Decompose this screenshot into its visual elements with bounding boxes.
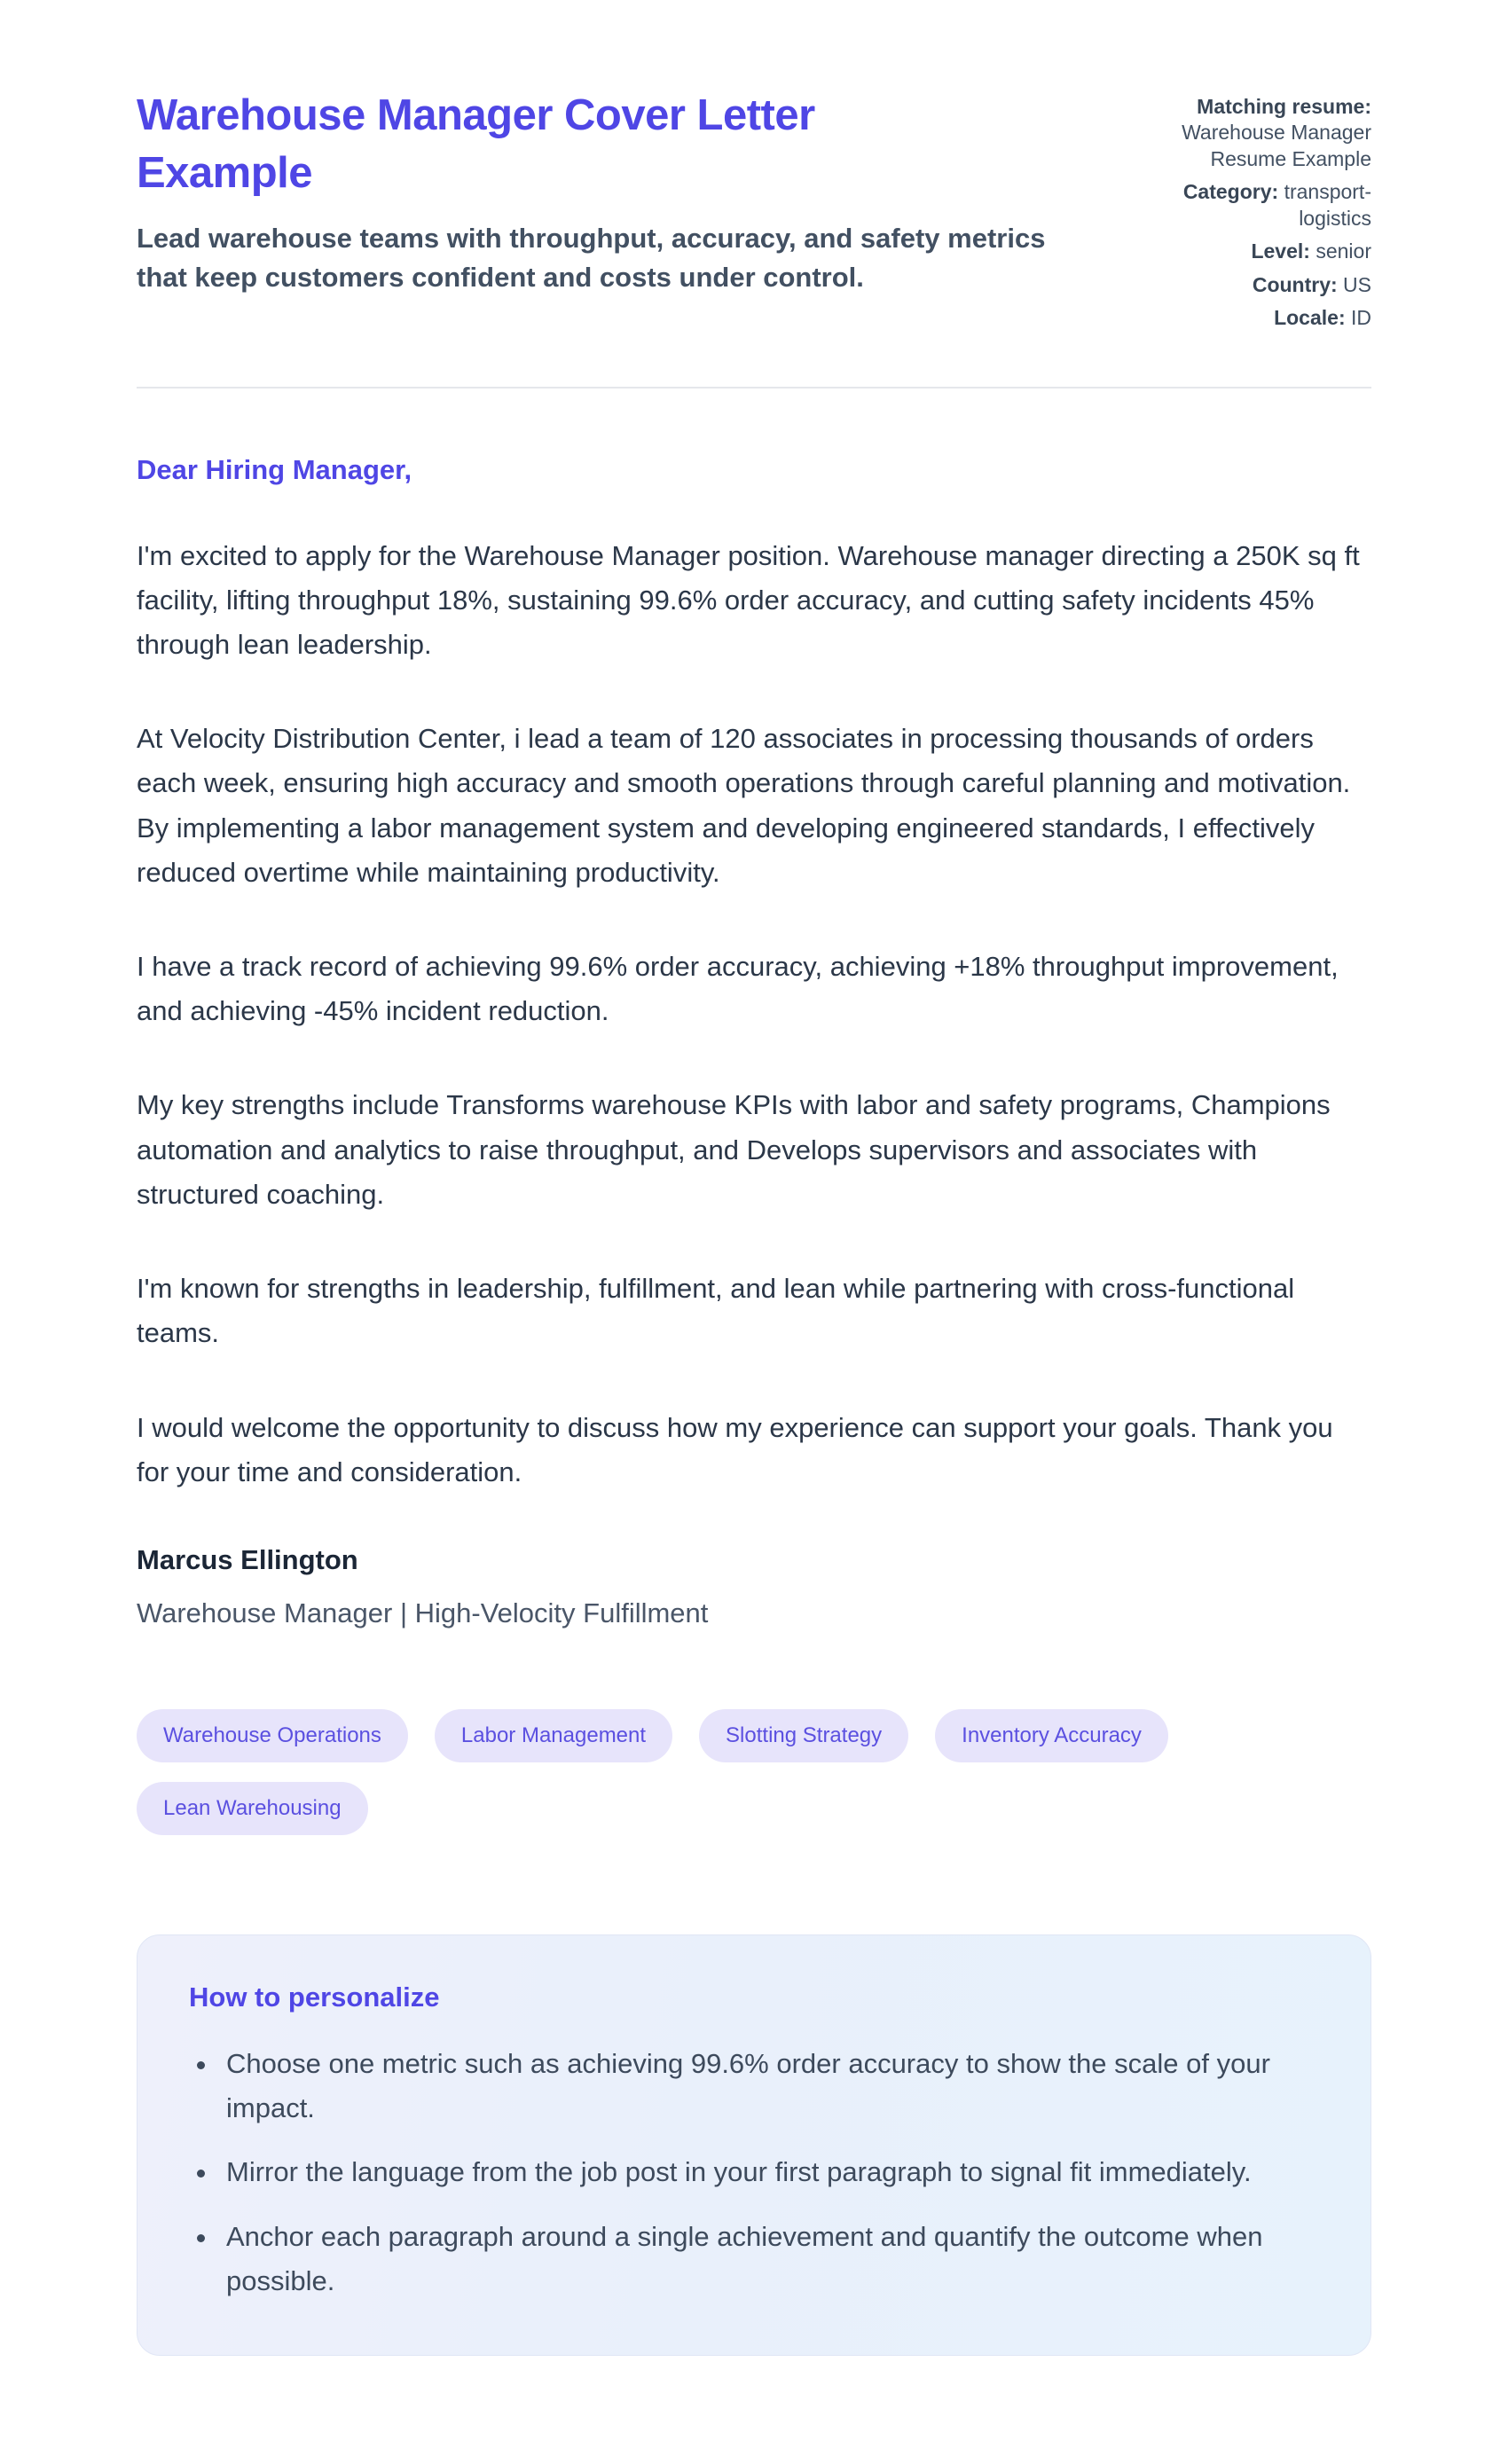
meta-value: ID [1351, 306, 1371, 330]
letter-greeting: Dear Hiring Manager, [137, 453, 412, 485]
meta-country [1119, 272, 1371, 298]
meta-label: Level: [1251, 239, 1310, 263]
meta-matching-resume [1119, 94, 1371, 172]
skill-tags [137, 1709, 1245, 1835]
header-divider [137, 387, 1371, 388]
meta-level [1119, 239, 1371, 264]
letter-body [137, 454, 1371, 1630]
letter-paragraph: I have a track record of achieving 99.6% order accuracy, achieving +18% throughput improvement, and achieving -45% incident reduction. [137, 951, 1339, 1027]
skill-tag-warehouse-operations: Warehouse Operations [137, 1709, 408, 1762]
how-to-personalize-callout [137, 1934, 1371, 2356]
page-subtitle: Lead warehouse teams with throughput, accuracy, and safety metrics that keep customers confident and costs under control. [137, 223, 1046, 293]
callout-tip-item: • Choose one metric such as achieving 99.6% order accuracy to show the scale of your impact. [219, 2042, 1319, 2130]
signature-name: Marcus Ellington [137, 1544, 358, 1575]
meta-locale [1119, 305, 1371, 331]
page-header [137, 87, 1371, 339]
callout-tip-list [189, 2042, 1319, 2303]
letter-paragraph: My key strengths include Transforms warehouse KPIs with labor and safety programs, Champions automation and analytics to raise throughput, and Develops supervisors and associates with structured coaching. [137, 1089, 1331, 1210]
meta-value: senior [1316, 239, 1371, 263]
letter-paragraph: I'm excited to apply for the Warehouse Manager position. Warehouse manager directing a 250K sq ft facility, lifting throughput 18%, sustaining 99.6% order accuracy, and cutting safety incidents 45% through lean leadership. [137, 539, 1360, 660]
header-title-block [137, 87, 1119, 296]
meta-label: Matching resume: [1197, 95, 1371, 118]
meta-value: transport-logistics [1284, 180, 1371, 230]
callout-heading: How to personalize [189, 1981, 440, 2013]
meta-panel [1119, 87, 1371, 339]
meta-label: Locale: [1274, 306, 1346, 330]
signature-role: Warehouse Manager | High-Velocity Fulfillment [137, 1597, 709, 1628]
meta-label: Country: [1252, 272, 1338, 296]
callout-tip-item: • Anchor each paragraph around a single achievement and quantify the outcome when possible. [219, 2215, 1319, 2303]
meta-label: Category: [1182, 180, 1279, 204]
letter-paragraph: I would welcome the opportunity to discuss how my experience can support your goals. Thank you for your time and consideration. [137, 1411, 1333, 1487]
skill-tag-labor-management: Labor Management [435, 1709, 672, 1762]
skill-tag-slotting-strategy: Slotting Strategy [699, 1709, 908, 1762]
skill-tag-inventory-accuracy: Inventory Accuracy [935, 1709, 1168, 1762]
meta-value: Warehouse Manager Resume Example [1182, 121, 1371, 170]
signature-block [137, 1544, 1371, 1629]
skill-tag-lean-warehousing: Lean Warehousing [137, 1782, 368, 1835]
letter-paragraph: At Velocity Distribution Center, i lead a team of 120 associates in processing thousands of orders each week, ensuring high accuracy and smooth operations through careful planning and motivation. By implementing a labor management system and developing engineered standards, I effectively reduced overtime while maintaining productivity. [137, 723, 1351, 888]
meta-value: US [1343, 272, 1371, 296]
letter-paragraph: I'm known for strengths in leadership, fulfillment, and lean while partnering with cross-functional teams. [137, 1273, 1295, 1349]
meta-category [1119, 179, 1371, 231]
callout-tip-item: • Mirror the language from the job post in your first paragraph to signal fit immediately. [219, 2150, 1319, 2194]
page-title: Warehouse Manager Cover Letter Example [137, 91, 815, 197]
